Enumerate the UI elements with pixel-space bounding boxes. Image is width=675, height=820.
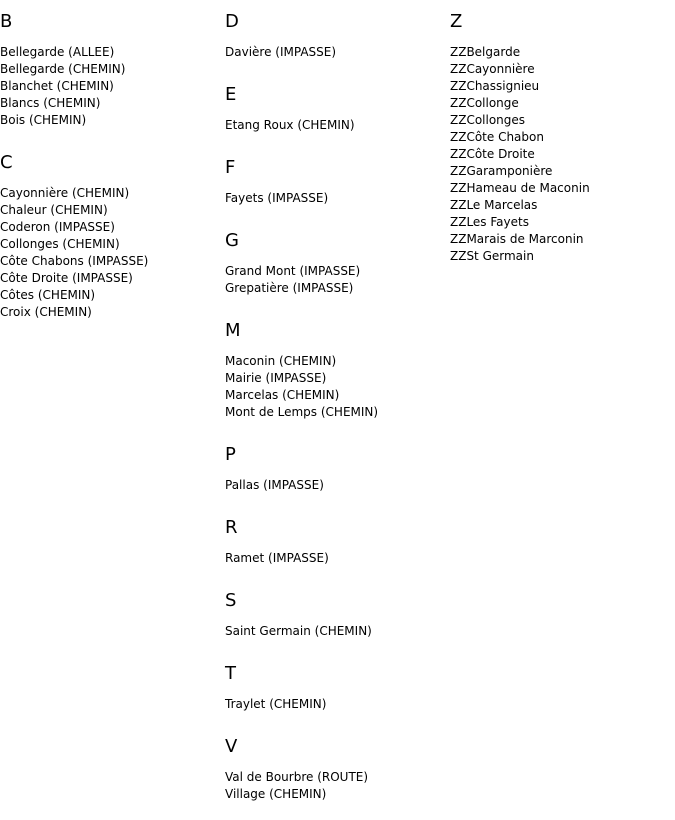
street-item <box>225 263 450 280</box>
street-link[interactable]: Saint Germain (CHEMIN) <box>225 624 372 638</box>
letter-group-z <box>450 11 675 265</box>
street-link[interactable]: ZZCayonnière <box>450 62 535 76</box>
index-column <box>450 0 675 265</box>
street-item <box>0 219 225 236</box>
letter-group-v <box>225 736 450 803</box>
street-item <box>225 370 450 387</box>
street-item <box>450 78 675 95</box>
street-list <box>225 477 450 494</box>
street-link[interactable]: ZZGaramponière <box>450 164 553 178</box>
letter-group-p <box>225 444 450 494</box>
street-list <box>225 190 450 207</box>
letter-group-s <box>225 590 450 640</box>
street-list <box>0 44 225 129</box>
letter-heading: E <box>225 84 237 105</box>
street-link[interactable]: ZZMarais de Marconin <box>450 232 584 246</box>
street-link[interactable]: Cayonnière (CHEMIN) <box>0 186 130 200</box>
street-item <box>0 202 225 219</box>
street-list <box>225 117 450 134</box>
letter-heading: G <box>225 230 239 251</box>
street-link[interactable]: Mont de Lemps (CHEMIN) <box>225 405 379 419</box>
street-link[interactable]: Traylet (CHEMIN) <box>225 697 327 711</box>
street-link[interactable]: Mairie (IMPASSE) <box>225 371 327 385</box>
street-list <box>225 550 450 567</box>
letter-heading: P <box>225 444 236 465</box>
street-link[interactable]: Bois (CHEMIN) <box>0 113 87 127</box>
letter-group-d <box>225 11 450 61</box>
street-item <box>450 180 675 197</box>
street-item <box>0 112 225 129</box>
street-link[interactable]: Collonges (CHEMIN) <box>0 237 120 251</box>
street-link[interactable]: ZZCôte Droite <box>450 147 535 161</box>
street-link[interactable]: Davière (IMPASSE) <box>225 45 337 59</box>
street-link[interactable]: Village (CHEMIN) <box>225 787 327 801</box>
street-link[interactable]: Grand Mont (IMPASSE) <box>225 264 361 278</box>
letter-heading: T <box>225 663 236 684</box>
street-link[interactable]: Pallas (IMPASSE) <box>225 478 324 492</box>
letter-group-m <box>225 320 450 421</box>
letter-heading: S <box>225 590 237 611</box>
street-link[interactable]: Blancs (CHEMIN) <box>0 96 101 110</box>
street-item <box>0 44 225 61</box>
street-link[interactable]: Côte Droite (IMPASSE) <box>0 271 133 285</box>
street-item <box>450 61 675 78</box>
street-link[interactable]: Bellegarde (CHEMIN) <box>0 62 126 76</box>
street-link[interactable]: Maconin (CHEMIN) <box>225 354 337 368</box>
street-list <box>225 696 450 713</box>
street-link[interactable]: Chaleur (CHEMIN) <box>0 203 108 217</box>
street-item <box>450 163 675 180</box>
street-item <box>0 78 225 95</box>
letter-heading: R <box>225 517 238 538</box>
street-link[interactable]: Val de Bourbre (ROUTE) <box>225 770 369 784</box>
street-link[interactable]: Marcelas (CHEMIN) <box>225 388 340 402</box>
street-item <box>225 550 450 567</box>
street-item <box>0 185 225 202</box>
street-list <box>225 44 450 61</box>
letter-group-r <box>225 517 450 567</box>
street-link[interactable]: Ramet (IMPASSE) <box>225 551 329 565</box>
street-item <box>225 404 450 421</box>
letter-group-f <box>225 157 450 207</box>
street-link[interactable]: Côte Chabons (IMPASSE) <box>0 254 149 268</box>
street-list <box>0 185 225 321</box>
street-item <box>225 696 450 713</box>
street-item <box>225 786 450 803</box>
street-link[interactable]: Grepatière (IMPASSE) <box>225 281 354 295</box>
street-item <box>450 44 675 61</box>
street-link[interactable]: ZZChassignieu <box>450 79 540 93</box>
street-item <box>225 623 450 640</box>
letter-heading: V <box>225 736 238 757</box>
street-item <box>225 44 450 61</box>
index-column <box>225 0 450 803</box>
street-item <box>0 304 225 321</box>
letter-heading: D <box>225 11 239 32</box>
street-item <box>450 231 675 248</box>
street-item <box>225 769 450 786</box>
street-item <box>0 236 225 253</box>
street-list <box>225 263 450 297</box>
street-item <box>450 146 675 163</box>
street-item <box>450 95 675 112</box>
street-item <box>450 112 675 129</box>
street-link[interactable]: Fayets (IMPASSE) <box>225 191 329 205</box>
street-link[interactable]: ZZCôte Chabon <box>450 130 544 144</box>
street-item <box>225 477 450 494</box>
street-list <box>450 44 675 265</box>
street-item <box>225 353 450 370</box>
street-link[interactable]: Côtes (CHEMIN) <box>0 288 96 302</box>
street-item <box>450 129 675 146</box>
street-item <box>225 280 450 297</box>
street-link[interactable]: Coderon (IMPASSE) <box>0 220 115 234</box>
index-column <box>0 0 225 321</box>
letter-group-g <box>225 230 450 297</box>
letter-heading: C <box>0 152 13 173</box>
letter-group-e <box>225 84 450 134</box>
street-list <box>225 623 450 640</box>
street-item <box>450 214 675 231</box>
street-item <box>450 248 675 265</box>
letter-heading: F <box>225 157 236 178</box>
street-link[interactable]: ZZLe Marcelas <box>450 198 538 212</box>
street-item <box>0 253 225 270</box>
letter-group-c <box>0 152 225 321</box>
letter-group-t <box>225 663 450 713</box>
street-link[interactable]: ZZCollonge <box>450 96 519 110</box>
street-item <box>450 197 675 214</box>
street-item <box>0 270 225 287</box>
street-link[interactable]: ZZLes Fayets <box>450 215 529 229</box>
street-link[interactable]: Croix (CHEMIN) <box>0 305 92 319</box>
street-item <box>0 61 225 78</box>
street-link[interactable]: Etang Roux (CHEMIN) <box>225 118 355 132</box>
street-item <box>0 95 225 112</box>
street-link[interactable]: Bellegarde (ALLEE) <box>0 45 115 59</box>
street-list <box>225 769 450 803</box>
letter-heading: M <box>225 320 241 341</box>
street-link[interactable]: Blanchet (CHEMIN) <box>0 79 114 93</box>
street-link[interactable]: ZZCollonges <box>450 113 526 127</box>
letter-heading: B <box>0 11 13 32</box>
street-item <box>225 387 450 404</box>
letter-group-b <box>0 11 225 129</box>
street-item <box>0 287 225 304</box>
letter-heading: Z <box>450 11 463 32</box>
street-item <box>225 190 450 207</box>
street-link[interactable]: ZZBelgarde <box>450 45 521 59</box>
street-link[interactable]: ZZHameau de Maconin <box>450 181 590 195</box>
street-item <box>225 117 450 134</box>
street-link[interactable]: ZZSt Germain <box>450 249 534 263</box>
street-list <box>225 353 450 421</box>
